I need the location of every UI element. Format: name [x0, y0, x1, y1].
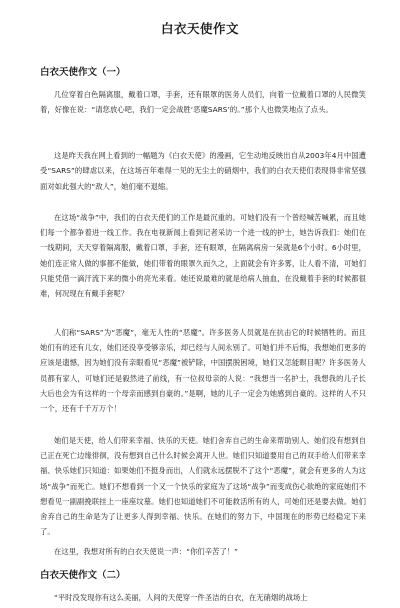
paragraph-5: 她们是天使，给人们带来幸福、快乐的天使。她们舍弃自己的生命来帮助别人。她们没有想到自己正在死亡边缘徘徊，没有想到自己什么时候会离开人世。她们只知道要用自己的双手给人们带来幸福、快乐她们只知道：如果她们不挺身而出，人们就永远摆脱不了这个“恶魔”，就会有更多的人为这场“战争”而死亡。她们不想看到一个又一个快乐的家庭为了这场“战争”而变成伤心欲绝的家庭她们不想看见一副副挽联挂上一座座坟墓。她们也知道她们不可能救活所有的人，可她们还是要去做。她们舍弃自己的生命是为了让更多人得到幸福、快乐。在她们的努力下，中国现在的形势已经稳定下来了。	[40, 436, 366, 537]
paragraph-3: 在这场“战争”中，我们的白衣天使们的工作是最沉重的。可她们没有一个曾经喊苦喊累，而且她们每一个都争着进一线工作。我在电视新闻上看到记者采访一个进一线的护士，她告诉我们：她们在一线期间，天天穿着隔离服，戴着口罩，手套，还有眼罩，在隔离病房一呆就是6个小时。6小时里，她们连正常人做的事都不能做，她们带着的眼罩久而久之，上面就会有许多雾，让人看不清，可她们只能凭借一滴汗流下来的微小的亮光来看。她还说最难的就是给病人抽血，在没戴着手套的时候都很难，何况现在有戴手套呢？	[40, 213, 366, 299]
section-heading-2: 白衣天使作文（二）	[40, 570, 126, 581]
paragraph-6: 在这里，我想对所有的白衣天使说一声：“你们辛苦了！”	[54, 547, 238, 556]
paragraph-2: 这是昨天我在网上看到的一幅题为《白衣天使》的漫画，它生动地反映出自从2003年4月中国遭受“SARS”的肆虐以来，在这场百年难得一见的无尘土的硝烟中，我们的白衣天使们表现得非常坚强面对如此强大的“敌人”，她们毫不退缩。	[40, 151, 366, 191]
paragraph-4: 人们称“SARS”为“恶魔”，毫无人性的“恶魔”。许多医务人员就是在抗击它的时候牺牲的。而且她们有的还有儿女，她们还没享受够亲乐，却已经与人间永别了。可她们并不后悔，我想她们更多的应该是遗憾，因为她们没有亲眼看见“恶魔”被铲除，中国摆脱困境，她们又怎能瞑目呢？许多医务人员都有家人，可她们还是毅然进了前线，有一位叔母亲的人说：“我想当一名护士，我想我的儿子长大后也会为有这样的一个母亲而感到自豪的。”是啊，她的儿子一定会为她感到自豪的。这样的人不只一个，还有千千万万个！	[40, 328, 366, 414]
section-heading-1: 白衣天使作文（一）	[40, 67, 126, 78]
document-title: 白衣天使作文	[160, 21, 239, 36]
paragraph-1: 几位穿着白色隔离服，戴着口罩，手套，还有眼罩的医务人员们，向着一位戴着口罩的人民微笑着，好像在说：“请您放心吧，我们一定会战胜‘恶魔SARS’的。”那个人也微笑地点了点头。	[40, 90, 366, 115]
paragraph-7: “平时没发现你有这么美丽，人间的天使穿一件圣洁的白衣，在无硝烟的战场上	[54, 593, 308, 602]
